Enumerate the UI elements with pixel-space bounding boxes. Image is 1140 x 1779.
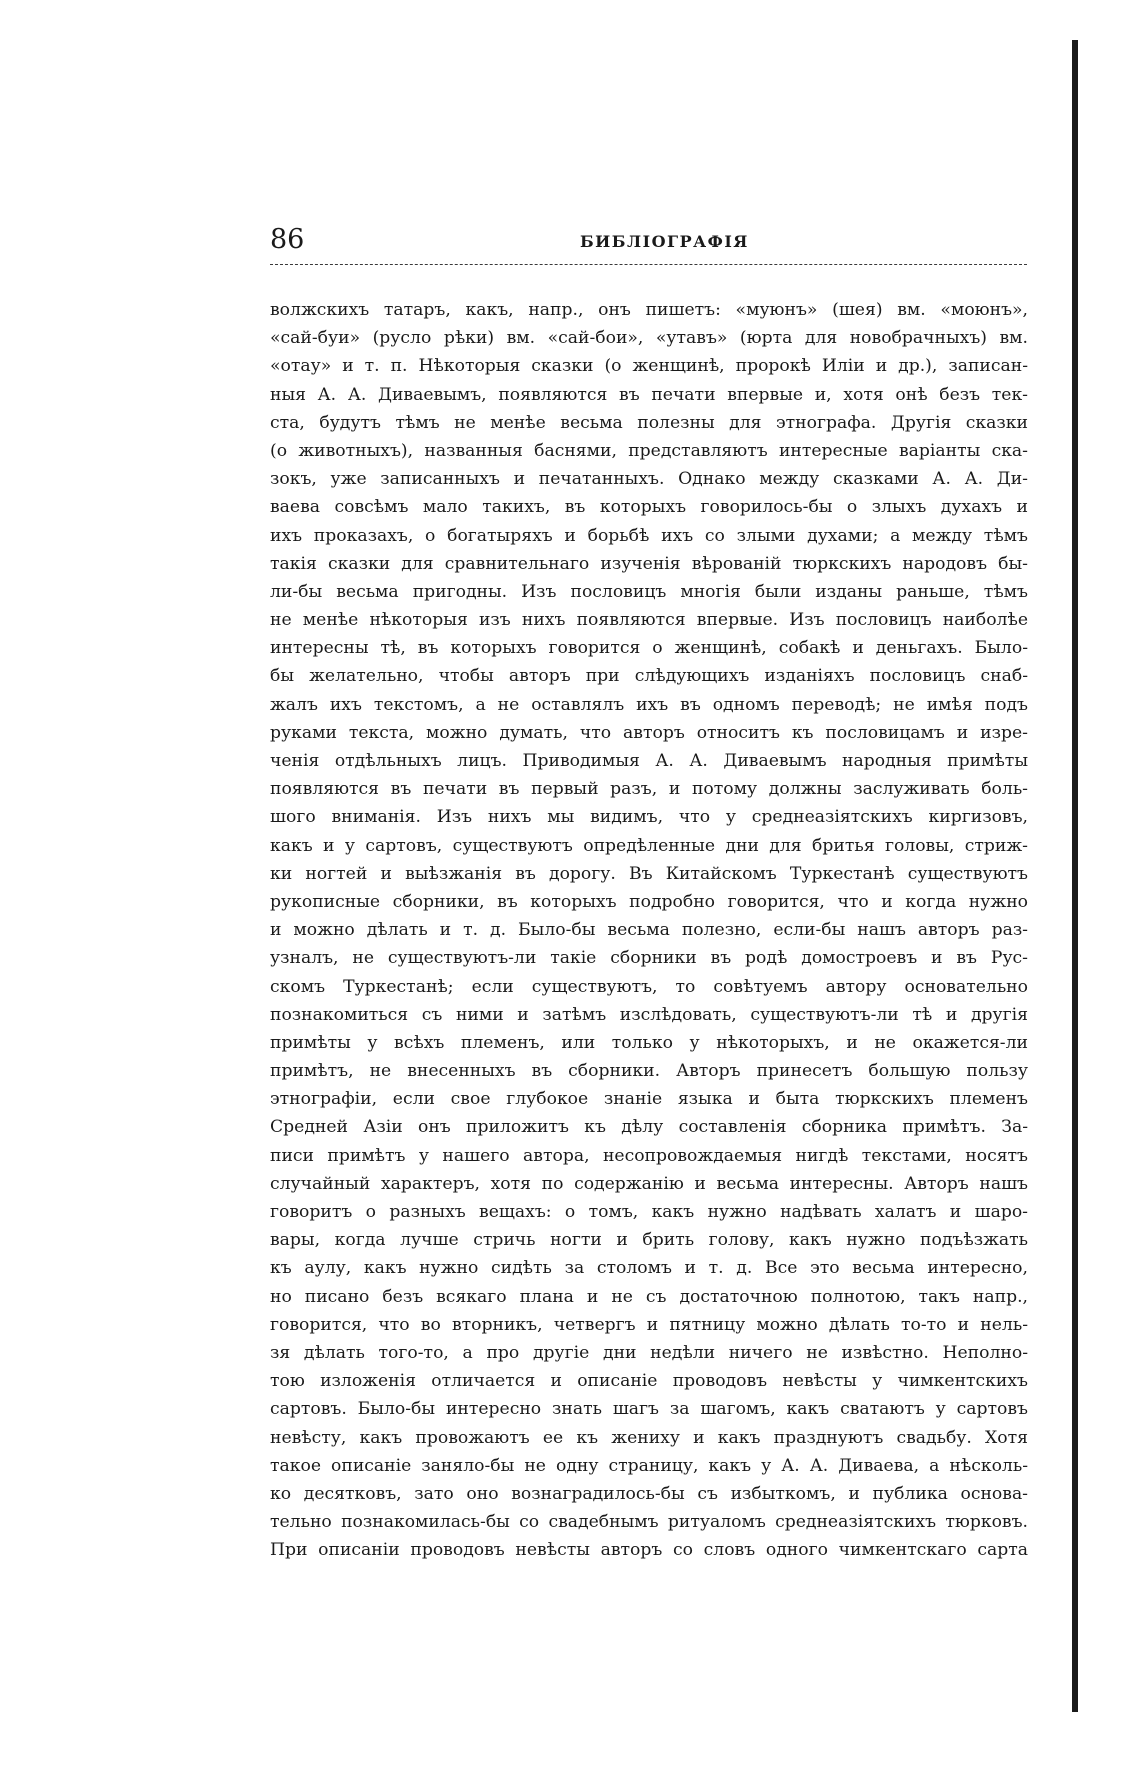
header-rule: [270, 264, 1027, 265]
text-line: ко десятковъ, зато оно вознаградилось-бы съ избыткомъ, и публика основа-: [270, 1483, 1028, 1504]
text-line: При описанiи проводовъ невѣсты авторъ со словъ одного чимкентскаго сарта: [270, 1540, 1028, 1561]
text-line: «отау» и т. п. Нѣкоторыя сказки (о женщинѣ, пророкѣ Илiи и др.), записан-: [270, 356, 1028, 377]
text-line: «сай-буи» (русло рѣки) вм. «сай-бои», «утавъ» (юрта для новобрачныхъ) вм.: [270, 328, 1028, 349]
text-line: ваева совсѣмъ мало такихъ, въ которыхъ говорилось-бы о злыхъ духахъ и: [270, 497, 1028, 518]
text-line: появляются въ печати въ первый разъ, и потому должны заслуживать боль-: [270, 779, 1028, 800]
text-line: ли-бы весьма пригодны. Изъ пословицъ многiя были изданы раньше, тѣмъ: [270, 581, 1028, 602]
text-line: ста, будутъ тѣмъ не менѣе весьма полезны для этнографа. Другiя сказки: [270, 412, 1028, 433]
text-line: къ аулу, какъ нужно сидѣть за столомъ и т. д. Все это весьма интересно,: [270, 1258, 1028, 1279]
text-line: зя дѣлать того-то, а про другiе дни недѣли ничего не извѣстно. Неполно-: [270, 1342, 1028, 1363]
text-line: рукописные сборники, въ которыхъ подробно говорится, что и когда нужно: [270, 891, 1028, 912]
text-line: какъ и у сартовъ, существуютъ опредѣленные дни для бритья головы, стриж-: [270, 835, 1028, 856]
text-line: бы желательно, чтобы авторъ при слѣдующихъ изданiяхъ пословицъ снаб-: [270, 666, 1028, 687]
text-line: говорится, что во вторникъ, четвергъ и пятницу можно дѣлать то-то и нель-: [270, 1314, 1028, 1335]
page-edge-bar: [1072, 40, 1078, 1712]
text-line: жалъ ихъ текстомъ, а не оставлялъ ихъ въ одномъ переводѣ; не имѣя подъ: [270, 694, 1028, 715]
text-line: ки ногтей и выѣзжанiя въ дорогу. Въ Китайскомъ Туркестанѣ существуютъ: [270, 863, 1028, 884]
text-line: Средней Азiи онъ приложитъ къ дѣлу составленiя сборника примѣтъ. За-: [270, 1117, 1028, 1138]
text-line: волжскихъ татаръ, какъ, напр., онъ пишетъ: «муюнъ» (шея) вм. «моюнъ»,: [270, 300, 1028, 320]
text-line: скомъ Туркестанѣ; если существуютъ, то совѣтуемъ автору основательно: [270, 976, 1028, 997]
text-line: интересны тѣ, въ которыхъ говорится о женщинѣ, собакѣ и деньгахъ. Было-: [270, 638, 1028, 659]
text-line: случайный характеръ, хотя по содержанiю и весьма интересны. Авторъ нашъ: [270, 1173, 1028, 1194]
text-line: зокъ, уже записанныхъ и печатанныхъ. Однако между сказками А. А. Ди-: [270, 469, 1028, 490]
text-line: шого вниманiя. Изъ нихъ мы видимъ, что у среднеазiятскихъ киргизовъ,: [270, 807, 1028, 828]
text-line: примѣтъ, не внесенныхъ въ сборники. Авторъ принесетъ большую пользу: [270, 1061, 1028, 1082]
text-line: узналъ, не существуютъ-ли такiе сборники въ родѣ домостроевъ и въ Рус-: [270, 948, 1028, 969]
text-line: такiя сказки для сравнительнаго изученiя вѣрованiй тюркскихъ народовъ бы-: [270, 553, 1028, 574]
text-line: тельно познакомилась-бы со свадебнымъ ритуаломъ среднеазiятскихъ тюрковъ.: [270, 1512, 1028, 1533]
text-line: сартовъ. Было-бы интересно знать шагъ за шагомъ, какъ сватаютъ у сартовъ: [270, 1399, 1028, 1420]
body-text: [270, 296, 1028, 1564]
page-number: 86: [270, 224, 305, 255]
text-line: но писано безъ всякаго плана и не съ достаточною полнотою, такъ напр.,: [270, 1286, 1028, 1307]
text-line: такое описанiе заняло-бы не одну страницу, какъ у А. А. Диваева, а нѣсколь-: [270, 1455, 1028, 1476]
text-line: писи примѣтъ у нашего автора, несопровождаемыя нигдѣ текстами, носятъ: [270, 1145, 1028, 1166]
text-line: и можно дѣлать и т. д. Было-бы весьма полезно, если-бы нашъ авторъ раз-: [270, 920, 1028, 941]
text-line: ихъ проказахъ, о богатыряхъ и борьбѣ ихъ со злыми духами; а между тѣмъ: [270, 525, 1028, 546]
text-line: познакомиться съ ними и затѣмъ изслѣдовать, существуютъ-ли тѣ и другiя: [270, 1004, 1028, 1025]
text-line: не менѣе нѣкоторыя изъ нихъ появляются впервые. Изъ пословицъ наиболѣе: [270, 610, 1028, 631]
running-title: БИБЛIОГРАФIЯ: [580, 232, 749, 251]
text-line: тою изложенiя отличается и описанiе проводовъ невѣсты у чимкентскихъ: [270, 1371, 1028, 1392]
text-line: руками текста, можно думать, что авторъ относитъ къ пословицамъ и изре-: [270, 722, 1028, 743]
text-line: (о животныхъ), названныя баснями, представляютъ интересные варiанты ска-: [270, 440, 1028, 461]
text-line: ныя А. А. Диваевымъ, появляются въ печати впервые и, хотя онѣ безъ тек-: [270, 384, 1028, 405]
text-line: ченiя отдѣльныхъ лицъ. Приводимыя А. А. Диваевымъ народныя примѣты: [270, 751, 1028, 771]
text-line: вары, когда лучше стричь ногти и брить голову, какъ нужно подъѣзжать: [270, 1230, 1028, 1251]
page-header: [270, 226, 1027, 266]
text-line: говоритъ о разныхъ вещахъ: о томъ, какъ нужно надѣвать халатъ и шаро-: [270, 1202, 1028, 1222]
text-line: невѣсту, какъ провожаютъ ее къ жениху и какъ празднуютъ свадьбу. Хотя: [270, 1427, 1028, 1448]
text-line: примѣты у всѣхъ племенъ, или только у нѣкоторыхъ, и не окажется-ли: [270, 1032, 1028, 1053]
text-line: этнографiи, если свое глубокое знанiе языка и быта тюркскихъ племенъ: [270, 1089, 1028, 1110]
